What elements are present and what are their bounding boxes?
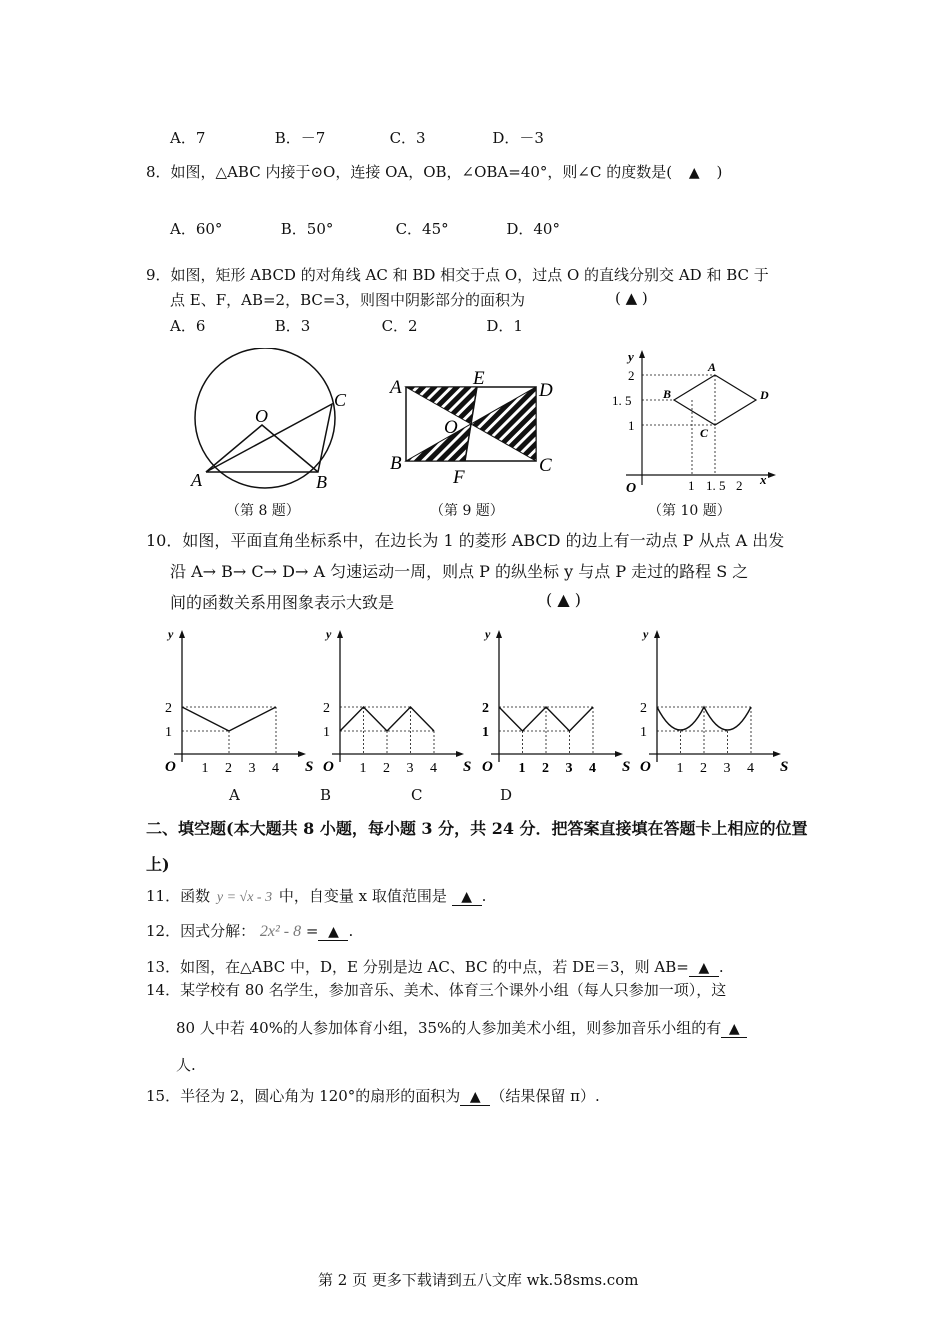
- graph-curve-b: [340, 707, 434, 731]
- q8-stem: 8．如图，△ABC 内接于⊙O，连接 OA，OB，∠OBA=40°，则∠C 的度数是( ▲ ): [146, 163, 723, 181]
- page-footer: 第 2 页 更多下载请到五八文库 wk.58sms.com: [318, 1271, 639, 1289]
- q10-line3: 间的函数关系用图象表示大致是 ( ▲ ): [170, 590, 581, 612]
- axis-label-s: S: [780, 759, 789, 775]
- q10-answer: ( ▲ ): [546, 590, 581, 609]
- tick-x-2: 2: [542, 761, 549, 776]
- shaded-region-right: [471, 387, 536, 461]
- figure-8-caption: （第 8 题）: [226, 503, 300, 519]
- axis-label-origin: O: [165, 759, 176, 775]
- label-o: O: [444, 417, 458, 438]
- graph-label-c: C: [411, 786, 423, 804]
- label-b: B: [390, 453, 402, 474]
- q10-line2: 沿 A→ B→ C→ D→ A 匀速运动一周，则点 P 的纵坐标 y 与点 P 走过的路程 S 之: [170, 562, 749, 581]
- figure-10-caption: （第 10 题）: [648, 503, 731, 519]
- label-a: A: [390, 377, 402, 398]
- label-c: C: [539, 455, 552, 476]
- graph-curve-a: [182, 707, 276, 731]
- axis-label-s: S: [622, 759, 631, 775]
- axis-label-y: y: [643, 627, 649, 641]
- q8-option-b: B．50°: [280, 220, 334, 238]
- tick-y-2: 2: [165, 701, 172, 716]
- x-axis-arrow: [768, 472, 776, 478]
- tick-x-1: 1: [359, 761, 367, 776]
- q9-option-c: C．2: [381, 317, 418, 335]
- q7-options: [170, 127, 544, 148]
- figure-10: [606, 345, 786, 495]
- q13: 13．如图，在△ABC 中，D，E 分别是边 AC、BC 的中点，若 DE＝3，则 AB= ▲ .: [146, 958, 724, 976]
- axis-label-s: S: [305, 759, 314, 775]
- figure-8: [180, 348, 360, 498]
- q11-formula: y = √x - 3: [216, 890, 273, 905]
- tick-y-1: 1: [165, 725, 172, 740]
- tick-y-1: 1: [628, 418, 635, 433]
- q9-options: [170, 315, 523, 336]
- segments-oa-ob: [206, 425, 318, 472]
- tick-y-2: 2: [640, 701, 647, 716]
- label-f: F: [453, 467, 465, 488]
- graph-label-d: D: [500, 786, 513, 804]
- q9-option-a: A．6: [170, 317, 206, 335]
- q13-answer-mark: ▲: [689, 960, 719, 977]
- x-axis-arrow: [773, 751, 781, 757]
- tick-y-2: 2: [323, 701, 330, 716]
- q11: 11．函数 y = √x - 3 中，自变量 x 取值范围是 ▲ .: [146, 887, 487, 905]
- tick-x-3: 3: [406, 761, 414, 776]
- label-o: O: [255, 406, 268, 426]
- q7-option-b: B．－7: [274, 129, 326, 147]
- tick-x-3: 3: [248, 761, 256, 776]
- tick-y-2: 2: [628, 368, 635, 383]
- q10-graphs: [160, 622, 810, 802]
- y-axis-arrow: [639, 350, 645, 358]
- q7-option-c: C．3: [389, 129, 426, 147]
- label-d: D: [539, 380, 553, 401]
- graph-label-a: A: [229, 786, 240, 804]
- label-c: C: [334, 390, 347, 410]
- axis-label-y: y: [485, 627, 491, 641]
- q8-option-a: A．60°: [170, 220, 223, 238]
- answer-mark: ▲: [688, 165, 700, 181]
- tick-x-3: 3: [565, 761, 573, 776]
- q11-answer-mark: ▲: [452, 889, 482, 906]
- label-d: D: [760, 388, 769, 402]
- tick-x-2: 2: [736, 478, 743, 493]
- label-c: C: [700, 426, 709, 440]
- section-2-heading-line1: 二、填空题(本大题共 8 小题，每小题 3 分，共 24 分．把答案直接填在答题卡上相应的位置: [146, 819, 808, 838]
- tick-x-1: 1: [201, 761, 209, 776]
- x-axis-arrow: [615, 751, 623, 757]
- tick-x-1-5: 1. 5: [706, 478, 726, 493]
- tick-x-2: 2: [225, 761, 232, 776]
- x-axis-arrow: [298, 751, 306, 757]
- tick-x-2: 2: [383, 761, 390, 776]
- q14-line3: 人.: [176, 1056, 196, 1074]
- q7-option-a: A．7: [170, 129, 206, 147]
- q12-answer-mark: ▲: [318, 924, 348, 941]
- tick-x-2: 2: [700, 761, 707, 776]
- y-axis-arrow: [337, 630, 343, 638]
- tick-x-4: 4: [589, 761, 596, 776]
- label-e: E: [473, 368, 485, 389]
- q8-options: [170, 218, 560, 239]
- label-origin: O: [626, 481, 637, 495]
- q9-stem-line2: 点 E、F，AB=2，BC=3，则图中阴影部分的面积为 ( ▲ ): [170, 289, 648, 309]
- label-x: x: [760, 472, 767, 487]
- tick-x-1: 1: [676, 761, 684, 776]
- label-b: B: [316, 472, 327, 492]
- q14-line2: 80 人中若 40%的人参加体育小组，35%的人参加美术小组，则参加音乐小组的有 ▲: [176, 1017, 747, 1038]
- tick-x-3: 3: [723, 761, 731, 776]
- axis-label-y: y: [326, 627, 332, 641]
- q12-formula: 2x² - 8: [259, 923, 302, 940]
- q10-line1: 10．如图，平面直角坐标系中，在边长为 1 的菱形 ABCD 的边上有一动点 P 从点 A 出发: [146, 531, 785, 550]
- q15-answer-mark: ▲: [460, 1089, 490, 1106]
- y-axis-arrow: [496, 630, 502, 638]
- figure-9: [385, 365, 565, 495]
- tick-y-1: 1: [323, 725, 330, 740]
- q15: 15．半径为 2，圆心角为 120°的扇形的面积为 ▲ （结果保留 π）.: [146, 1087, 600, 1105]
- axis-label-s: S: [463, 759, 472, 775]
- tick-x-4: 4: [272, 761, 279, 776]
- axis-label-origin: O: [640, 759, 651, 775]
- q14-answer-mark: ▲: [721, 1021, 747, 1038]
- q8-option-c: C．45°: [395, 220, 449, 238]
- label-a: A: [191, 470, 202, 490]
- shaded-region-bottom: [406, 424, 471, 461]
- triangle-abc: [206, 404, 332, 472]
- q14-line1: 14．某学校有 80 名学生，参加音乐、美术、体育三个课外小组（每人只参加一项），这: [146, 981, 727, 999]
- y-axis-arrow: [654, 630, 660, 638]
- shaded-region-left: [406, 387, 477, 424]
- tick-x-4: 4: [747, 761, 754, 776]
- axis-label-origin: O: [323, 759, 334, 775]
- tick-x-1: 1: [688, 478, 695, 493]
- tick-y-1: 1: [482, 725, 489, 740]
- q9-option-d: D．1: [486, 317, 523, 335]
- y-axis-arrow: [179, 630, 185, 638]
- q8-option-d: D．40°: [506, 220, 560, 238]
- axis-label-y: y: [168, 627, 174, 641]
- q9-answer: ( ▲ ): [615, 289, 648, 307]
- label-b: B: [663, 387, 672, 401]
- section-2-heading-line2: 上): [146, 855, 170, 874]
- graph-curve-d: [657, 707, 751, 730]
- label-a: A: [708, 360, 717, 374]
- label-y: y: [628, 349, 634, 364]
- x-axis-arrow: [456, 751, 464, 757]
- tick-x-1: 1: [518, 761, 526, 776]
- q9-stem-line1: 9．如图，矩形 ABCD 的对角线 AC 和 BD 相交于点 O，过点 O 的直线分别交 AD 和 BC 于: [146, 266, 769, 284]
- q7-option-d: D．－3: [492, 129, 544, 147]
- tick-y-2: 2: [482, 701, 489, 716]
- tick-y-1-5: 1. 5: [612, 393, 632, 408]
- q9-option-b: B．3: [274, 317, 311, 335]
- graph-label-b: B: [320, 786, 332, 804]
- axis-label-origin: O: [482, 759, 493, 775]
- q12: 12．因式分解： 2x² - 8 = ▲ .: [146, 922, 354, 940]
- tick-x-4: 4: [430, 761, 437, 776]
- q10-graph-options: [160, 622, 810, 782]
- figure-9-caption: （第 9 题）: [430, 503, 504, 519]
- tick-y-1: 1: [640, 725, 647, 740]
